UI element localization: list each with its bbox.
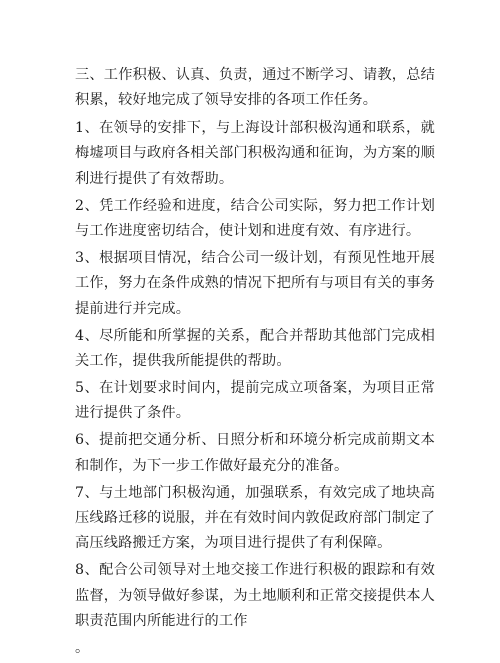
paragraph-item-2: 2、凭工作经验和进度，结合公司实际，努力把工作计划与工作进度密切结合，使计划和进度有效、有序进行。 <box>75 197 435 239</box>
paragraph-item-7: 7、与土地部门积极沟通，加强联系，有效完成了地块高压线路迁移的说服，并在有效时间内敦促政府部门制定了高压线路搬迁方案，为项目进行提供了有利保障。 <box>75 484 435 552</box>
document-body <box>75 63 435 663</box>
paragraph-section-three: 三、工作积极、认真、负责，通过不断学习、请教，总结积累，较好地完成了领导安排的各项工作任务。 <box>75 67 435 109</box>
paragraph-trailing-period: 。 <box>75 639 90 656</box>
paragraph-item-1: 1、在领导的安排下，与上海设计部积极沟通和联系，就梅墟项目与政府各相关部门积极沟通和征询，为方案的顺利进行提供了有效帮助。 <box>75 119 435 187</box>
paragraph-item-8: 8、配合公司领导对土地交接工作进行积极的跟踪和有效监督，为领导做好参谋，为土地顺利和正常交接提供本人职责范围内所能进行的工作 <box>75 562 435 630</box>
paragraph-item-5: 5、在计划要求时间内，提前完成立项备案，为项目正常进行提供了条件。 <box>75 379 435 422</box>
paragraph-item-4: 4、尽所能和所掌握的关系，配合并帮助其他部门完成相关工作，提供我所能提供的帮助。 <box>75 327 435 369</box>
paragraph-item-6: 6、提前把交通分析、日照分析和环境分析完成前期文本和制作，为下一步工作做好最充分的准备。 <box>75 432 435 474</box>
paragraph-item-3: 3、根据项目情况，结合公司一级计划，有预见性地开展工作，努力在条件成熟的情况下把所有与项目有关的事务提前进行并完成。 <box>75 249 435 317</box>
